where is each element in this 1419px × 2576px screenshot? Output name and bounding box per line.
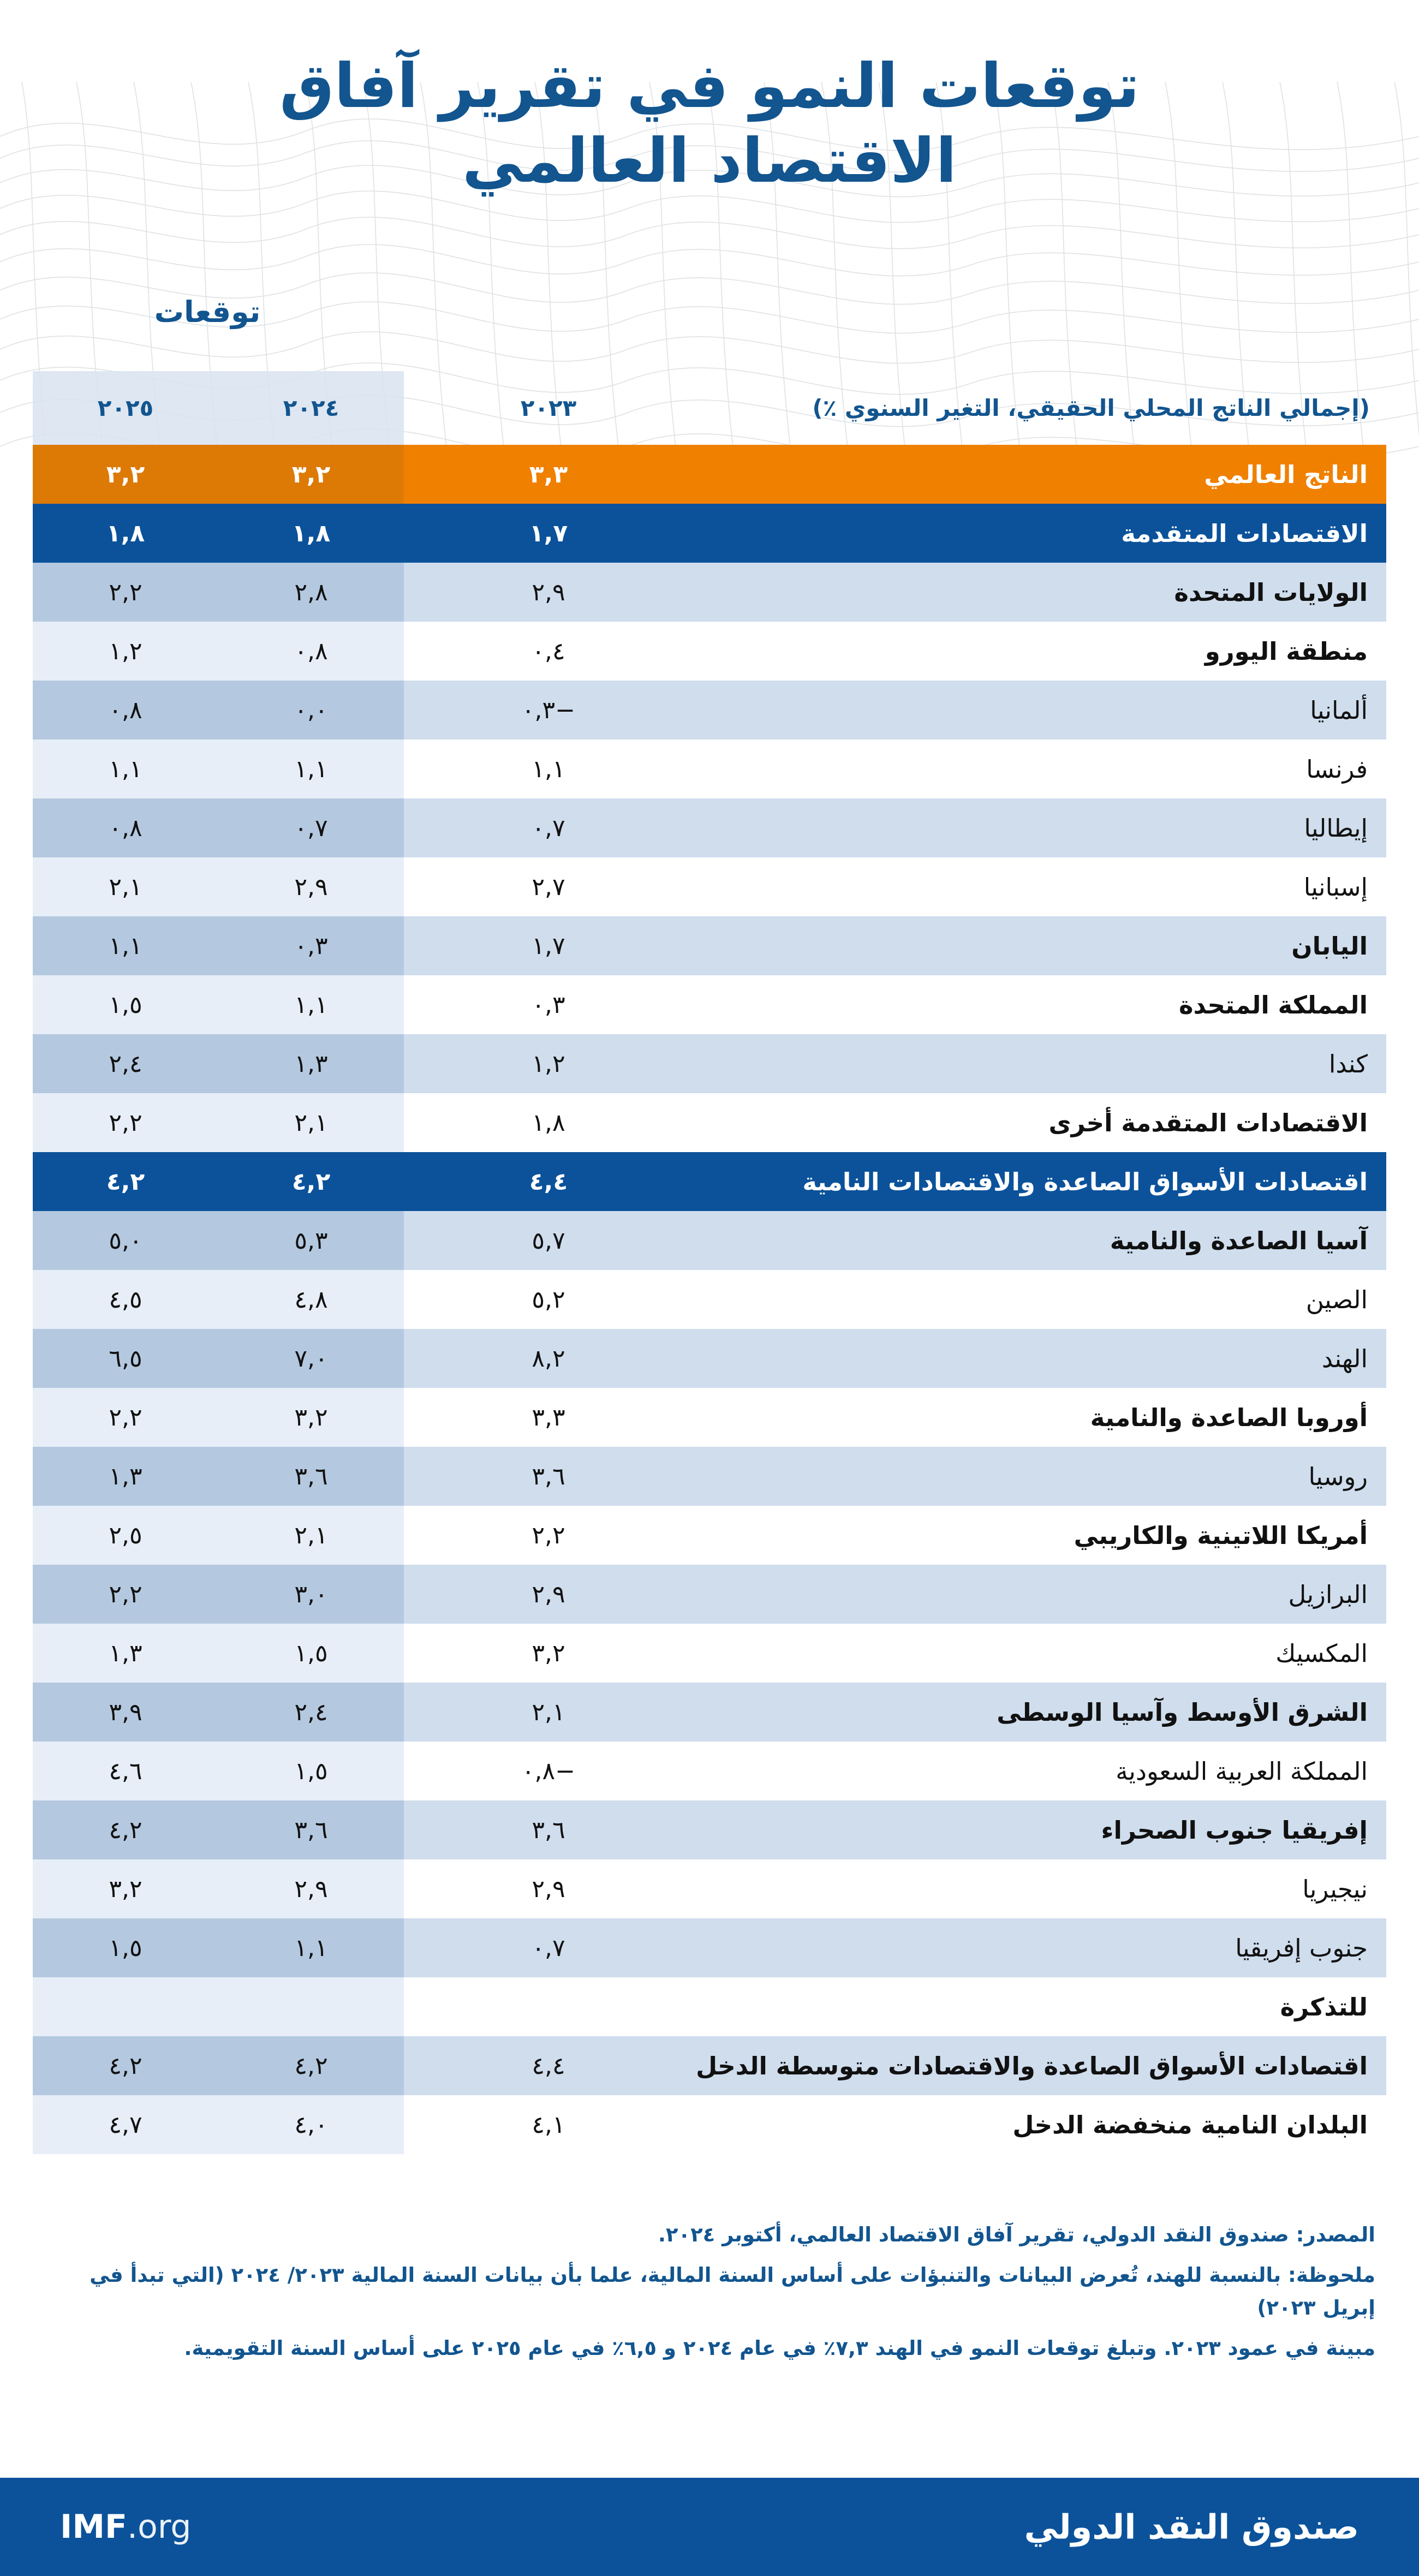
table-row bbox=[33, 1800, 1386, 1859]
column-header-2025: ٢٠٢٥ bbox=[33, 371, 218, 445]
cell-v2025 bbox=[33, 1977, 218, 2036]
row-label: للتذكرة bbox=[693, 1977, 1386, 2036]
row-label: نيجيريا bbox=[693, 1859, 1386, 1918]
cell-v2023: ٥,٧ bbox=[404, 1211, 693, 1270]
footer-organization-name: صندوق النقد الدولي bbox=[1024, 2507, 1359, 2547]
cell-v2023: ٨,٢ bbox=[404, 1329, 693, 1388]
cell-v2024 bbox=[218, 1977, 404, 2036]
row-label: الناتج العالمي bbox=[693, 445, 1386, 504]
table-row bbox=[33, 1918, 1386, 1977]
row-label: آسيا الصاعدة والنامية bbox=[693, 1211, 1386, 1270]
row-label: البلدان النامية منخفضة الدخل bbox=[693, 2095, 1386, 2154]
row-label: البرازيل bbox=[693, 1565, 1386, 1624]
row-label: الولايات المتحدة bbox=[693, 563, 1386, 622]
table-row bbox=[33, 1742, 1386, 1800]
cell-v2024: ٤,٠ bbox=[218, 2095, 404, 2154]
cell-v2025: ٠,٨ bbox=[33, 681, 218, 740]
table-row bbox=[33, 1624, 1386, 1683]
row-label: اليابان bbox=[693, 916, 1386, 975]
cell-v2023: ٣,٣ bbox=[404, 445, 693, 504]
row-label: المكسيك bbox=[693, 1624, 1386, 1683]
cell-v2023: ٢,٩ bbox=[404, 563, 693, 622]
note-line-1: ملحوظة: بالنسبة للهند، تُعرض البيانات والتنبؤات على أساس السنة المالية، علما بأن بيانات السنة المالية ٢٠٢٣/ ٢٠٢٤ (التي تبدأ في إبريل ٢٠٢٣) bbox=[90, 2263, 1375, 2319]
table-row bbox=[33, 1977, 1386, 2036]
cell-v2023: −٠,٨ bbox=[404, 1742, 693, 1800]
cell-v2023: ١,٢ bbox=[404, 1034, 693, 1093]
cell-v2024: ٠,٣ bbox=[218, 916, 404, 975]
cell-v2025: ٢,٢ bbox=[33, 1388, 218, 1447]
cell-v2025: ١,٥ bbox=[33, 1918, 218, 1977]
cell-v2024: ١,١ bbox=[218, 1918, 404, 1977]
cell-v2023: ١,٧ bbox=[404, 916, 693, 975]
note-line-2: مبينة في عمود ٢٠٢٣. وتبلغ توقعات النمو في الهند ٧,٣٪ في عام ٢٠٢٤ و ٦,٥٪ في عام ٢٠٢٥ على أساس السنة التقويمية. bbox=[184, 2336, 1375, 2360]
cell-v2023: ٢,١ bbox=[404, 1683, 693, 1742]
cell-v2024: ١,٥ bbox=[218, 1624, 404, 1683]
column-header-indicator: (إجمالي الناتج المحلي الحقيقي، التغير السنوي ٪) bbox=[812, 395, 1370, 421]
cell-v2025: ١,٢ bbox=[33, 622, 218, 681]
cell-v2024: ٤,٢ bbox=[218, 1152, 404, 1211]
cell-v2024: ٠,٠ bbox=[218, 681, 404, 740]
table-row bbox=[33, 740, 1386, 798]
table-row bbox=[33, 681, 1386, 740]
row-label: المملكة المتحدة bbox=[693, 975, 1386, 1034]
table-row bbox=[33, 1211, 1386, 1270]
source-line: المصدر: صندوق النقد الدولي، تقرير آفاق الاقتصاد العالمي، أكتوبر ٢٠٢٤. bbox=[658, 2223, 1375, 2246]
cell-v2024: ٤,٢ bbox=[218, 2036, 404, 2095]
cell-v2023: ٥,٢ bbox=[404, 1270, 693, 1329]
cell-v2025: ٤,٥ bbox=[33, 1270, 218, 1329]
table-header-row bbox=[33, 371, 1386, 445]
table-row bbox=[33, 2036, 1386, 2095]
cell-v2025: ١,١ bbox=[33, 740, 218, 798]
row-label: إيطاليا bbox=[693, 798, 1386, 857]
table-row bbox=[33, 1683, 1386, 1742]
cell-v2025: ٣,٩ bbox=[33, 1683, 218, 1742]
cell-v2023: ٤,٤ bbox=[404, 2036, 693, 2095]
cell-v2024: ١,١ bbox=[218, 975, 404, 1034]
cell-v2023: ٢,٩ bbox=[404, 1565, 693, 1624]
cell-v2023: ١,١ bbox=[404, 740, 693, 798]
page-title: توقعات النمو في تقرير آفاق الاقتصاد العالمي bbox=[279, 51, 1140, 196]
cell-v2025: ٠,٨ bbox=[33, 798, 218, 857]
table-row bbox=[33, 1447, 1386, 1506]
cell-v2023 bbox=[404, 1977, 693, 2036]
cell-v2025: ٢,٢ bbox=[33, 1565, 218, 1624]
cell-v2023: ٤,١ bbox=[404, 2095, 693, 2154]
cell-v2023: ٣,٣ bbox=[404, 1388, 693, 1447]
table-row bbox=[33, 622, 1386, 681]
table-row bbox=[33, 504, 1386, 563]
cell-v2024: ٢,٨ bbox=[218, 563, 404, 622]
cell-v2023: ٤,٤ bbox=[404, 1152, 693, 1211]
cell-v2023: ٢,٢ bbox=[404, 1506, 693, 1565]
table-row bbox=[33, 1093, 1386, 1152]
weo-growth-table bbox=[33, 371, 1386, 2154]
table-header bbox=[33, 371, 1386, 445]
cell-v2025: ١,٥ bbox=[33, 975, 218, 1034]
row-label: الاقتصادات المتقدمة bbox=[693, 504, 1386, 563]
cell-v2024: ٢,٩ bbox=[218, 857, 404, 916]
cell-v2023: ٠,٤ bbox=[404, 622, 693, 681]
cell-v2024: ٠,٨ bbox=[218, 622, 404, 681]
table-row bbox=[33, 916, 1386, 975]
cell-v2025: ٢,١ bbox=[33, 857, 218, 916]
row-label: فرنسا bbox=[693, 740, 1386, 798]
footer-url-tld: .org bbox=[127, 2508, 192, 2546]
cell-v2024: ١,٥ bbox=[218, 1742, 404, 1800]
cell-v2025: ٤,٧ bbox=[33, 2095, 218, 2154]
cell-v2025: ٣,٢ bbox=[33, 1859, 218, 1918]
cell-v2025: ٤,٢ bbox=[33, 1800, 218, 1859]
cell-v2024: ٧,٠ bbox=[218, 1329, 404, 1388]
table-row bbox=[33, 1565, 1386, 1624]
cell-v2024: ٢,٩ bbox=[218, 1859, 404, 1918]
page-title-block bbox=[0, 49, 1419, 198]
cell-v2024: ٣,٦ bbox=[218, 1800, 404, 1859]
source-and-notes bbox=[44, 2219, 1375, 2372]
cell-v2024: ١,٨ bbox=[218, 504, 404, 563]
table-row bbox=[33, 1859, 1386, 1918]
row-label: ألمانيا bbox=[693, 681, 1386, 740]
row-label: المملكة العربية السعودية bbox=[693, 1742, 1386, 1800]
row-label: كندا bbox=[693, 1034, 1386, 1093]
cell-v2025: ٥,٠ bbox=[33, 1211, 218, 1270]
row-label: أوروبا الصاعدة والنامية bbox=[693, 1388, 1386, 1447]
cell-v2024: ١,٣ bbox=[218, 1034, 404, 1093]
cell-v2025: ١,٣ bbox=[33, 1447, 218, 1506]
table-row bbox=[33, 1034, 1386, 1093]
row-label: جنوب إفريقيا bbox=[693, 1918, 1386, 1977]
table-row bbox=[33, 1388, 1386, 1447]
column-header-2024: ٢٠٢٤ bbox=[218, 371, 404, 445]
cell-v2025: ١,١ bbox=[33, 916, 218, 975]
row-label: الهند bbox=[693, 1329, 1386, 1388]
weo-table-container bbox=[33, 371, 1386, 2154]
cell-v2025: ٦,٥ bbox=[33, 1329, 218, 1388]
cell-v2024: ١,١ bbox=[218, 740, 404, 798]
cell-v2024: ٢,١ bbox=[218, 1093, 404, 1152]
cell-v2025: ٣,٢ bbox=[33, 445, 218, 504]
cell-v2023: ١,٨ bbox=[404, 1093, 693, 1152]
table-row bbox=[33, 563, 1386, 622]
cell-v2023: ٠,٣ bbox=[404, 975, 693, 1034]
column-header-2023: ٢٠٢٣ bbox=[520, 395, 577, 421]
cell-v2025: ٤,٢ bbox=[33, 2036, 218, 2095]
table-row bbox=[33, 975, 1386, 1034]
cell-v2024: ٣,٦ bbox=[218, 1447, 404, 1506]
cell-v2025: ٢,٤ bbox=[33, 1034, 218, 1093]
row-label: روسيا bbox=[693, 1447, 1386, 1506]
cell-v2024: ٥,٣ bbox=[218, 1211, 404, 1270]
cell-v2024: ٠,٧ bbox=[218, 798, 404, 857]
cell-v2023: ٣,٦ bbox=[404, 1800, 693, 1859]
table-row bbox=[33, 445, 1386, 504]
row-label: الصين bbox=[693, 1270, 1386, 1329]
row-label: إفريقيا جنوب الصحراء bbox=[693, 1800, 1386, 1859]
projections-caption: توقعات bbox=[154, 295, 261, 329]
table-row bbox=[33, 1270, 1386, 1329]
cell-v2023: ١,٧ bbox=[404, 504, 693, 563]
cell-v2023: ٣,٢ bbox=[404, 1624, 693, 1683]
table-row bbox=[33, 1506, 1386, 1565]
table-body bbox=[33, 445, 1386, 2154]
row-label: الاقتصادات المتقدمة أخرى bbox=[693, 1093, 1386, 1152]
cell-v2024: ٤,٨ bbox=[218, 1270, 404, 1329]
cell-v2023: ٠,٧ bbox=[404, 798, 693, 857]
cell-v2023: −٠,٣ bbox=[404, 681, 693, 740]
row-label: اقتصادات الأسواق الصاعدة والاقتصادات متوسطة الدخل bbox=[693, 2036, 1386, 2095]
row-label: إسبانيا bbox=[693, 857, 1386, 916]
cell-v2023: ٣,٦ bbox=[404, 1447, 693, 1506]
cell-v2025: ٤,٦ bbox=[33, 1742, 218, 1800]
cell-v2023: ٢,٩ bbox=[404, 1859, 693, 1918]
cell-v2024: ٢,١ bbox=[218, 1506, 404, 1565]
cell-v2023: ٠,٧ bbox=[404, 1918, 693, 1977]
row-label: منطقة اليورو bbox=[693, 622, 1386, 681]
cell-v2025: ٢,٢ bbox=[33, 563, 218, 622]
cell-v2025: ٤,٢ bbox=[33, 1152, 218, 1211]
cell-v2024: ٣,٢ bbox=[218, 1388, 404, 1447]
footer-website-link[interactable] bbox=[60, 2508, 192, 2546]
cell-v2025: ١,٣ bbox=[33, 1624, 218, 1683]
row-label: الشرق الأوسط وآسيا الوسطى bbox=[693, 1683, 1386, 1742]
row-label: اقتصادات الأسواق الصاعدة والاقتصادات النامية bbox=[693, 1152, 1386, 1211]
cell-v2025: ٢,٢ bbox=[33, 1093, 218, 1152]
cell-v2024: ٣,٢ bbox=[218, 445, 404, 504]
table-row bbox=[33, 1329, 1386, 1388]
cell-v2025: ١,٨ bbox=[33, 504, 218, 563]
table-row bbox=[33, 2095, 1386, 2154]
cell-v2024: ٢,٤ bbox=[218, 1683, 404, 1742]
cell-v2023: ٢,٧ bbox=[404, 857, 693, 916]
cell-v2024: ٣,٠ bbox=[218, 1565, 404, 1624]
cell-v2025: ٢,٥ bbox=[33, 1506, 218, 1565]
footer-bar bbox=[0, 2478, 1419, 2576]
table-row bbox=[33, 798, 1386, 857]
row-label: أمريكا اللاتينية والكاريبي bbox=[693, 1506, 1386, 1565]
table-row bbox=[33, 857, 1386, 916]
footer-url-brand: IMF bbox=[60, 2508, 128, 2546]
table-row bbox=[33, 1152, 1386, 1211]
